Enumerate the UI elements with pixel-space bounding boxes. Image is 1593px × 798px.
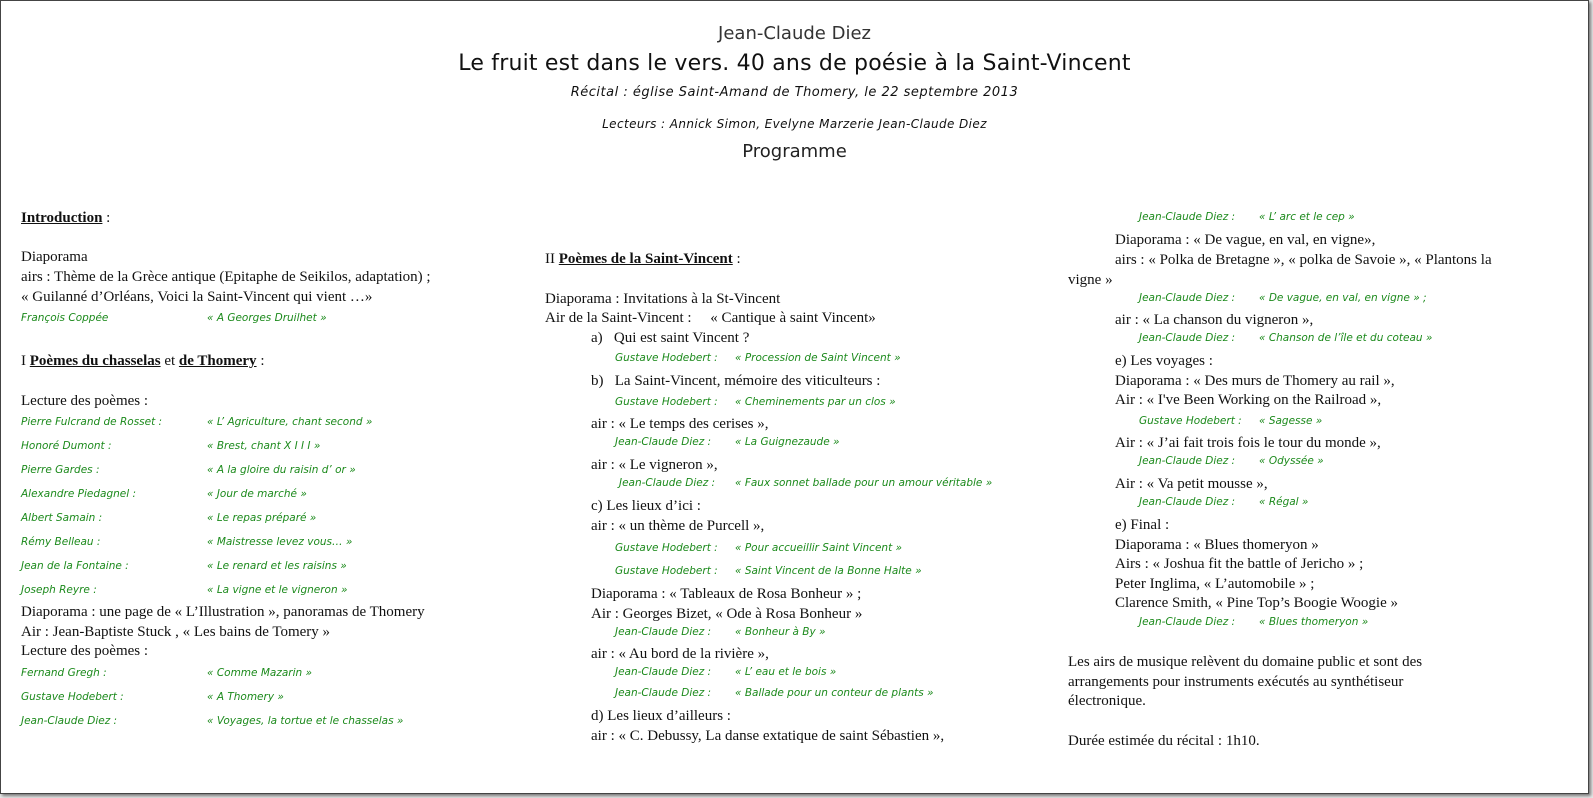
- poem-title: « L’ eau et le bois »: [735, 666, 837, 678]
- diaporama-invitations: Diaporama : Invitations à la St-Vincent: [545, 291, 781, 307]
- diaporama-blues: Diaporama : « Blues thomeryon »: [1115, 537, 1319, 553]
- diaporama-illustration: Diaporama : une page de « L’Illustration », panoramas de Thomery: [21, 604, 425, 620]
- poem-title: « Sagesse »: [1259, 415, 1323, 427]
- section2-prefix: II: [545, 251, 559, 267]
- poem-author: Alexandre Piedagnel :: [21, 488, 137, 500]
- item-b: b) La Saint-Vincent, mémoire des viticulteurs :: [591, 373, 881, 389]
- poem-title: « L’ Agriculture, chant second »: [207, 416, 373, 428]
- header-author: Jean-Claude Diez: [718, 23, 871, 44]
- section1-title-a: Poèmes du chasselas: [29, 353, 161, 369]
- poem-author: Jean-Claude Diez :: [615, 687, 712, 699]
- air-cerises: air : « Le temps des cerises »,: [591, 416, 769, 432]
- poem-title: « Blues thomeryon »: [1259, 616, 1369, 628]
- air-riviere: air : « Au bord de la rivière »,: [591, 646, 769, 662]
- poem-author: Jean-Claude Diez :: [615, 666, 712, 678]
- poem-author: Gustave Hodebert :: [615, 396, 718, 408]
- air-debussy: air : « C. Debussy, La danse extatique de saint Sébastien »,: [591, 728, 945, 744]
- poem-author: Honoré Dumont :: [21, 440, 112, 452]
- air-bizet: Air : Georges Bizet, « Ode à Rosa Bonheur »: [591, 606, 863, 622]
- section1-title-b: de Thomery: [178, 353, 257, 369]
- intro-airs: airs : Thème de la Grèce antique (Epitaphe de Seikilos, adaptation) ;: [21, 269, 431, 285]
- note-line: électronique.: [1068, 693, 1146, 709]
- section1-heading: [21, 352, 264, 370]
- poem-author: Joseph Reyre :: [21, 584, 97, 596]
- poem-title: « Ballade pour un conteur de plants »: [735, 687, 934, 699]
- poem-title: « De vague, en val, en vigne » ;: [1259, 292, 1427, 304]
- intro-title: Introduction: [21, 210, 103, 226]
- lecture-label: Lecture des poèmes :: [21, 643, 149, 659]
- poem-author: Jean-Claude Diez :: [619, 477, 716, 489]
- page-title: Le fruit est dans le vers. 40 ans de poésie à la Saint-Vincent: [458, 51, 1131, 76]
- section1-suffix: :: [256, 353, 265, 369]
- air-railroad: Air : « I've Been Working on the Railroad »,: [1115, 392, 1382, 408]
- poem-author: Pierre Gardes :: [21, 464, 100, 476]
- poem-title: « Le repas préparé »: [207, 512, 317, 524]
- airs-polka: airs : « Polka de Bretagne », « polka de Savoie », « Plantons la: [1115, 252, 1492, 268]
- poem-title: « La vigne et le vigneron »: [207, 584, 348, 596]
- item-c: c) Les lieux d’ici :: [591, 498, 701, 514]
- poem-author: Fernand Gregh :: [21, 667, 107, 679]
- programme-heading: Programme: [742, 141, 847, 162]
- poem-author: Jean-Claude Diez :: [1139, 455, 1236, 467]
- air-stuck: Air : Jean-Baptiste Stuck , « Les bains de Tomery »: [21, 624, 331, 640]
- air-vigneron: air : « Le vigneron »,: [591, 457, 718, 473]
- poem-title: « Faux sonnet ballade pour un amour véritable »: [735, 477, 993, 489]
- recital-info: Récital : église Saint-Amand de Thomery, le 22 septembre 2013: [570, 85, 1019, 100]
- poem-title: « Brest, chant X I I I »: [207, 440, 321, 452]
- air-saint-vincent: Air de la Saint-Vincent : « Cantique à saint Vincent»: [545, 310, 876, 326]
- item-e-final: e) Final :: [1115, 517, 1170, 533]
- poem-author: Gustave Hodebert :: [21, 691, 124, 703]
- poem-title: « Le renard et les raisins »: [207, 560, 347, 572]
- item-d: d) Les lieux d’ailleurs :: [591, 708, 731, 724]
- readers-line: Lecteurs : Annick Simon, Evelyne Marzerie Jean-Claude Diez: [602, 117, 987, 131]
- item-a: a) Qui est saint Vincent ?: [591, 330, 750, 346]
- poem-title: « Régal »: [1259, 496, 1309, 508]
- poem-author: Gustave Hodebert :: [615, 542, 718, 554]
- section2-heading: [545, 250, 741, 268]
- poem-author: Rémy Belleau :: [21, 536, 101, 548]
- poem-author: Gustave Hodebert :: [615, 352, 718, 364]
- poem-author: Jean de la Fontaine :: [21, 560, 129, 572]
- poem-author: Pierre Fulcrand de Rosset :: [21, 416, 163, 428]
- diaporama-vague: Diaporama : « De vague, en val, en vigne»,: [1115, 232, 1376, 248]
- air-tour: Air : « J’ai fait trois fois le tour du monde »,: [1115, 435, 1381, 451]
- air-mousse: Air : « Va petit mousse »,: [1115, 476, 1268, 492]
- duration-line: Durée estimée du récital : 1h10.: [1068, 733, 1260, 749]
- poem-author: Jean-Claude Diez :: [615, 626, 712, 638]
- air-purcell: air : « un thème de Purcell »,: [591, 518, 765, 534]
- intro-heading: [21, 209, 110, 227]
- section2-suffix: :: [732, 251, 741, 267]
- poem-author: Jean-Claude Diez :: [615, 436, 712, 448]
- poem-title: « Chanson de l’île et du coteau »: [1259, 332, 1433, 344]
- poem-title: « La Guignezaude »: [735, 436, 840, 448]
- lecture-label: Lecture des poèmes :: [21, 393, 149, 409]
- poem-author: Jean-Claude Diez :: [1139, 292, 1236, 304]
- intro-guilanne: « Guilanné d’Orléans, Voici la Saint-Vincent qui vient …»: [21, 289, 373, 305]
- diaporama-rosa: Diaporama : « Tableaux de Rosa Bonheur » ;: [591, 586, 862, 602]
- poem-author: Albert Samain :: [21, 512, 103, 524]
- poem-title: « A Thomery »: [207, 691, 284, 703]
- poem-title: « Odyssée »: [1259, 455, 1324, 467]
- item-e-voyages: e) Les voyages :: [1115, 353, 1213, 369]
- airs-polka-cont: vigne »: [1068, 272, 1113, 288]
- poem-title: « Jour de marché »: [207, 488, 307, 500]
- poem-title: « Pour accueillir Saint Vincent »: [735, 542, 903, 554]
- poem-title: « Procession de Saint Vincent »: [735, 352, 901, 364]
- poem-author: Jean-Claude Diez :: [1139, 332, 1236, 344]
- inglima-line: Peter Inglima, « L’automobile » ;: [1115, 576, 1315, 592]
- note-line: Les airs de musique relèvent du domaine public et sont des: [1068, 654, 1423, 670]
- poem-title: « A Georges Druilhet »: [207, 312, 327, 324]
- poem-title: « Comme Mazarin »: [207, 667, 312, 679]
- air-chanson: air : « La chanson du vigneron »,: [1115, 312, 1314, 328]
- poem-author: Jean-Claude Diez :: [21, 715, 118, 727]
- poem-title: « Voyages, la tortue et le chasselas »: [207, 715, 404, 727]
- poem-author: Gustave Hodebert :: [615, 565, 718, 577]
- intro-colon: :: [102, 210, 111, 226]
- poem-author: Jean-Claude Diez :: [1139, 496, 1236, 508]
- poem-author: François Coppée: [21, 312, 109, 324]
- poem-author: Gustave Hodebert :: [1139, 415, 1242, 427]
- poem-title: « Saint Vincent de la Bonne Halte »: [735, 565, 922, 577]
- clarence-line: Clarence Smith, « Pine Top’s Boogie Woogie »: [1115, 595, 1399, 611]
- poem-author: Jean-Claude Diez :: [1139, 616, 1236, 628]
- poem-title: « L’ arc et le cep »: [1259, 211, 1355, 223]
- poem-title: « Cheminements par un clos »: [735, 396, 896, 408]
- section2-title: Poèmes de la Saint-Vincent: [558, 251, 733, 267]
- diaporama-murs: Diaporama : « Des murs de Thomery au rail »,: [1115, 373, 1395, 389]
- airs-joshua: Airs : « Joshua fit the battle of Jericho » ;: [1115, 556, 1364, 572]
- section1-prefix: I: [21, 353, 30, 369]
- note-line: arrangements pour instruments exécutés au synthétiseur: [1068, 674, 1404, 690]
- poem-title: « A la gloire du raisin d’ or »: [207, 464, 356, 476]
- section1-mid: et: [160, 353, 179, 369]
- poem-author: Jean-Claude Diez :: [1139, 211, 1236, 223]
- poem-title: « Maistresse levez vous… »: [207, 536, 353, 548]
- poem-title: « Bonheur à By »: [735, 626, 826, 638]
- intro-diaporama: Diaporama: [21, 249, 88, 265]
